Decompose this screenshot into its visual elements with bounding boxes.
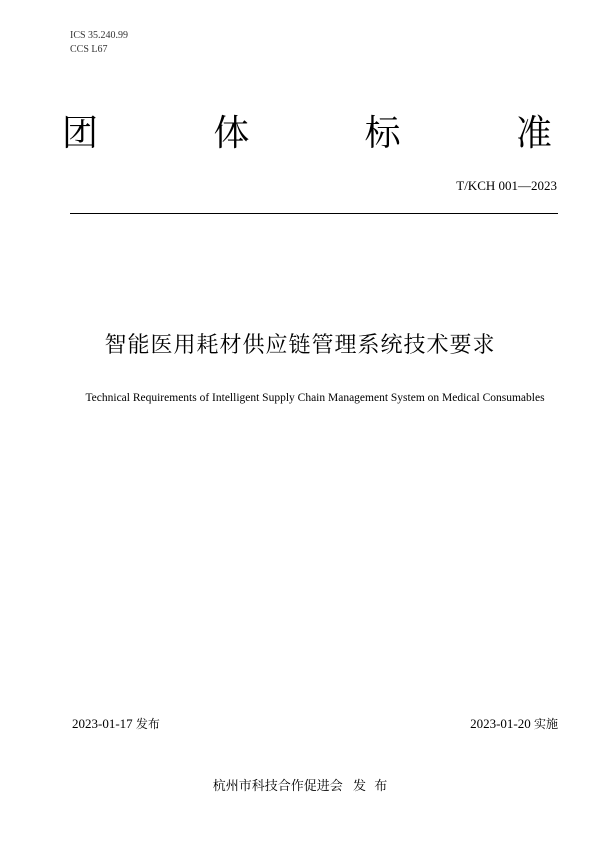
- implement-date-value: 2023-01-20: [470, 716, 531, 731]
- ccs-code: CCS L67: [70, 44, 108, 55]
- document-title-en: Technical Requirements of Intelligent Supply Chain Management System on Medical Consumables: [85, 392, 545, 404]
- issue-date: [72, 715, 160, 732]
- publisher: [0, 775, 600, 794]
- implement-label: 实施: [533, 717, 558, 731]
- heading-char: 团: [62, 113, 99, 154]
- document-title-cn: 智能医用耗材供应链管理系统技术要求: [104, 333, 496, 358]
- standard-number: T/KCH 001—2023: [456, 178, 557, 193]
- implement-date: [470, 715, 558, 732]
- classification-codes: [70, 29, 128, 57]
- publisher-action: 发 布: [352, 779, 388, 794]
- publisher-name: 杭州市科技合作促进会: [212, 779, 343, 794]
- heading-char: 体: [213, 113, 250, 154]
- issue-label: 发布: [135, 717, 160, 731]
- divider-line: [70, 213, 558, 214]
- heading-char: 标: [364, 113, 401, 154]
- standard-type-heading: [62, 112, 552, 156]
- ics-code: ICS 35.240.99: [70, 30, 129, 41]
- heading-char: 准: [515, 113, 552, 154]
- issue-date-value: 2023-01-17: [72, 716, 133, 731]
